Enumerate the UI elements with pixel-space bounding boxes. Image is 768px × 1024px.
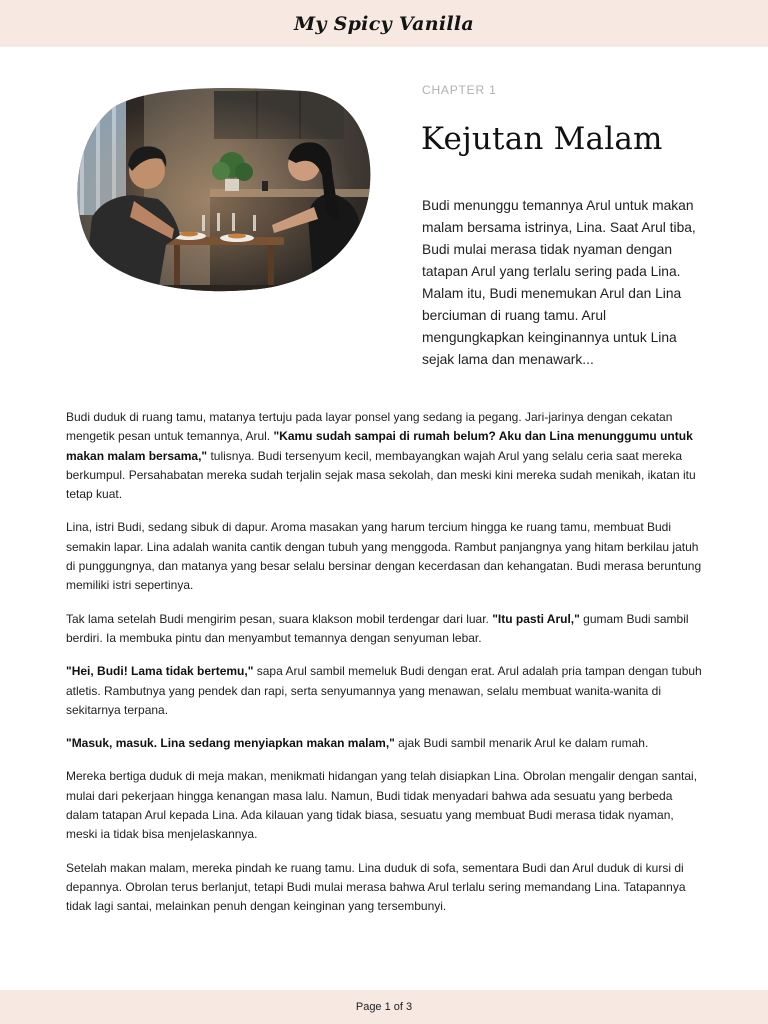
story-synopsis: Budi menunggu temannya Arul untuk makan malam bersama istrinya, Lina. Saat Arul tiba, Budi mulai merasa tidak nyaman dengan tatapan Arul yang terlalu sering pada Lina. Malam itu, Budi menemukan Arul dan Lina berciuman di ruang tamu. Arul mengungkapkan keinginannya untuk Lina sejak lama dan menawark... [422,198,696,367]
story-paragraph: Tak lama setelah Budi mengirim pesan, suara klakson mobil terdengar dari luar. "Itu pasti Arul," gumam Budi sambil berdiri. Ia membuka pintu dan menyambut temannya dengan senyuman lebar. [66,611,689,645]
dialogue-quote: "Hei, Budi! Lama tidak bertemu," [66,664,254,679]
story-title: Kejutan Malam [421,121,663,157]
dialogue-quote: "Itu pasti Arul," [492,611,580,626]
chapter-hero [0,47,768,387]
story-body [66,408,706,931]
bottom-bar [0,990,768,1024]
story-paragraph: "Masuk, masuk. Lina sedang menyiapkan makan malam," ajak Budi sambil menarik Arul ke dalam rumah. [66,736,649,751]
dialogue-quote: "Kamu sudah sampai di rumah belum? Aku dan Lina menunggumu untuk makan malam bersama," [66,429,693,463]
chapter-label: CHAPTER 1 [422,83,497,97]
story-paragraph: Setelah makan malam, mereka pindah ke ruang tamu. Lina duduk di sofa, sementara Budi dan Arul duduk di kursi di depannya. Obrolan terus berlanjut, tetapi Budi mulai merasa bahwa Arul terlalu sering memandang Lina. Tatapannya tidak lagi santai, melainkan penuh dengan keinginan yang tersembunyi. [66,860,686,914]
page-indicator: Page 1 of 3 [355,1001,413,1013]
story-paragraph: Lina, istri Budi, sedang sibuk di dapur. Aroma masakan yang harum tercium hingga ke ruang tamu, membuat Budi semakin lapar. Lina adalah wanita cantik dengan tubuh yang menggoda. Rambut panjangnya yang hitam berkilau jatuh di punggungnya, dan matanya yang besar selalu bersinar dengan kecerdasan dan kehangatan. Budi merasa beruntung memiliki istri sepertinya. [66,520,702,593]
dialogue-quote: "Masuk, masuk. Lina sedang menyiapkan makan malam," [66,736,395,751]
top-bar [0,0,768,47]
story-paragraph: "Hei, Budi! Lama tidak bertemu," sapa Arul sambil memeluk Budi dengan erat. Arul adalah pria tampan dengan tubuh atletis. Rambutnya yang pendek dan rapi, serta senyumannya yang menawan, selalu membuat wanita-wanita di sekitarnya terpana. [66,664,702,717]
brand-logo[interactable]: My Spicy Vanilla [293,12,475,35]
story-paragraph: Mereka bertiga duduk di meja makan, menikmati hidangan yang telah disiapkan Lina. Obrolan mengalir dengan santai, mulai dari pekerjaan hingga kenangan masa lalu. Namun, Budi tidak menyadari bahwa ada sesuatu yang berbeda dalam tatapan Arul kepada Lina. Ada kilauan yang tidak biasa, sesuatu yang membuat Budi merasa tidak nyaman, meski ia tidak bisa menjelaskannya. [66,769,698,842]
story-paragraph: Budi duduk di ruang tamu, matanya tertuju pada layar ponsel yang sedang ia pegang. Jari-jarinya dengan cekatan mengetik pesan untuk temannya, Arul. "Kamu sudah sampai di rumah belum? Aku dan Lina menunggumu untuk makan malam bersama," tulisnya. Budi tersenyum kecil, membayangkan wajah Arul yang selalu ceria saat mereka berkumpul. Persahabatan mereka sudah terjalin sejak masa sekolah, dan meski kini mereka sudah menikah, ikatan itu tetap kuat. [66,410,696,502]
cover-illustration [74,85,372,293]
